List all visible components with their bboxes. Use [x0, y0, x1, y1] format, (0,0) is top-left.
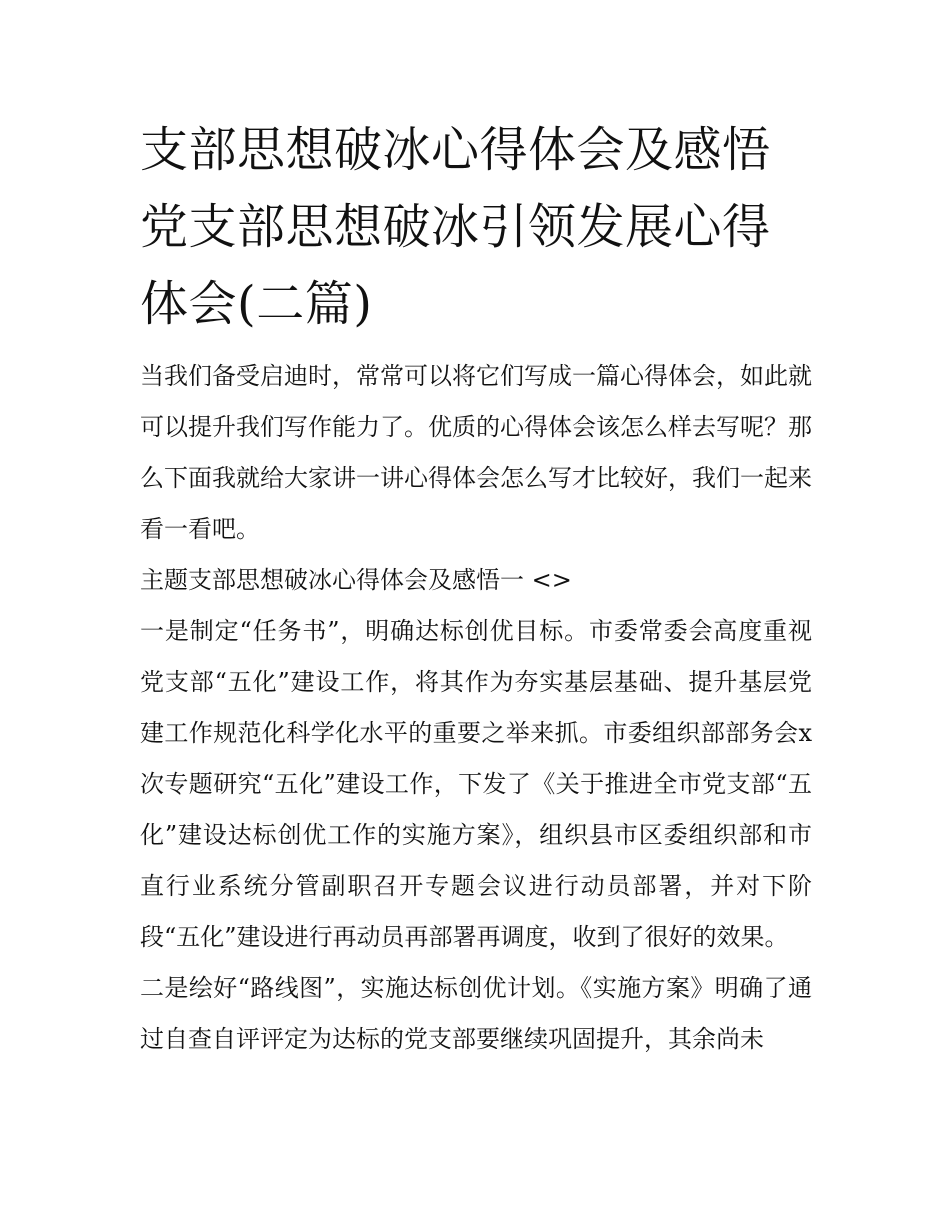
document-title: 支部思想破冰心得体会及感悟党支部思想破冰引领发展心得体会(二篇) — [140, 122, 771, 332]
intro-paragraph: 当我们备受启迪时，常常可以将它们写成一篇心得体会，如此就可以提升我们写作能力了。优质的心得体会该怎么样去写呢？那么下面我就给大家讲一讲心得体会怎么写才比较好，我们一起来看一看吧。 — [140, 362, 812, 543]
document-page — [140, 112, 812, 1065]
section-heading: 主题支部思想破冰心得体会及感悟一 <> — [140, 566, 572, 594]
body-paragraph-2: 二是绘好“路线图”，实施达标创优计划。《实施方案》明确了通过自查自评评定为达标的党支部要继续巩固提升，其余尚未 — [140, 974, 812, 1053]
body-paragraph-1: 一是制定“任务书”，明确达标创优目标。市委常委会高度重视党支部“五化”建设工作，将其作为夯实基层基础、提升基层党建工作规范化科学化水平的重要之举来抓。市委组织部部务会x次专题研究“五化”建设工作，下发了《关于推进全市党支部“五化”建设达标创优工作的实施方案》，组织县市区委组织部和市直行业系统分管副职召开专题会议进行动员部署，并对下阶段“五化”建设进行再动员再部署再调度，收到了很好的效果。 — [140, 617, 812, 951]
